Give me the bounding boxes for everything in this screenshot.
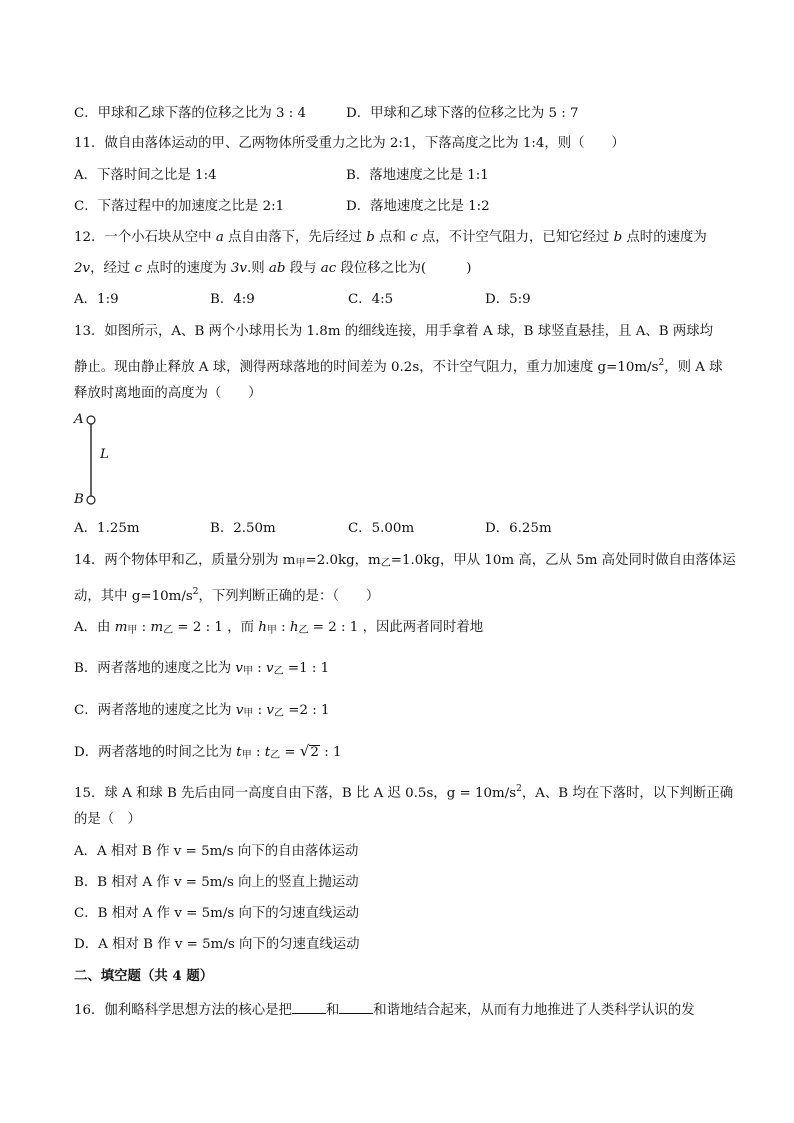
pendulum-figure [74, 410, 134, 510]
q15-stem-line1: 15．球 A 和球 B 先后由同一高度自由下落，B 比 A 迟 0.5s，$g = 10m/s^2$，A、B 均在下落时，以下判断正确 [74, 784, 734, 801]
q11-option-c: C．下落过程中的加速度之比是 2:1 [74, 199, 285, 214]
label-a: A [74, 412, 84, 427]
ball-a [87, 416, 95, 424]
sqrt-symbol: √ [299, 742, 310, 760]
q12-option-a: A．1:9 [74, 292, 119, 307]
answer-blank-1[interactable] [292, 999, 326, 1014]
q16-stem: 16．伽利略科学思想方法的核心是把 和 和谐地结合起来，从而有力地推进了人类科学认识的发 [74, 999, 695, 1020]
q11-option-b: B．落地速度之比是 1:1 [346, 168, 489, 183]
q10-option-c: C．甲球和乙球下落的位移之比为 3 : 4 [74, 106, 307, 121]
q13-option-b: B．2.50m [210, 521, 276, 536]
q10-option-d: D．甲球和乙球下落的位移之比为 5 : 7 [346, 106, 579, 121]
q13-stem-line2: 静止。现由静止释放 A 球，测得两球落地的时间差为 0.2s，不计空气阻力，重力加速度 $g=10m/s^2$，则 A 球 [74, 358, 723, 375]
section-heading: 二、填空题（共 4 题） [74, 968, 214, 984]
q14-option-b: B．两者落地的速度之比为 $v_甲$ : $v_乙 =1$ : 1 [74, 661, 330, 677]
q13-option-c: C．5.00m [348, 521, 415, 536]
q15-option-a: A．A 相对 B 作 v = 5m/s 向下的自由落体运动 [74, 844, 359, 859]
q12-option-c: C．4:5 [348, 292, 394, 307]
q11-option-a: A．下落时间之比是 1:4 [74, 168, 217, 183]
q12-stem-line1: 12．一个小石块从空中 a 点自由落下，先后经过 b 点和 c 点，不计空气阻力，已知它经过 b 点时的速度为 [74, 230, 707, 245]
q13-stem-line1: 13．如图所示，A、B 两个小球用长为 1.8m 的细线连接，用手拿着 A 球，B 球竖直悬挂，且 A、B 两球均 [74, 324, 714, 339]
ball-b [87, 496, 95, 504]
q12-option-d: D．5:9 [485, 292, 531, 307]
q13-stem-line3: 释放时离地面的高度为（ ） [74, 386, 262, 401]
q15-option-c: C．B 相对 A 作 v = 5m/s 向下的匀速直线运动 [74, 906, 360, 921]
q15-stem-line2: 的是（ ） [74, 812, 141, 827]
q13-option-d: D．6.25m [485, 521, 552, 536]
q12-stem-line2: 2v，经过 c 点时的速度为 3v.则 ab 段与 ac 段位移之比为( ) [74, 261, 472, 276]
q11-option-d: D．落地速度之比是 1:2 [346, 199, 490, 214]
q14-option-c: C．两者落地的速度之比为 $v_甲$ : $v_乙 =2$ : 1 [74, 703, 330, 719]
label-b: B [74, 492, 84, 507]
q15-option-d: D．A 相对 B 作 v = 5m/s 向下的匀速直线运动 [74, 937, 360, 952]
q14-stem-line2: 动，其中 $g=10m/s^2$，下列判断正确的是：（ ） [74, 587, 380, 604]
q14-stem-line1: 14．两个物体甲和乙，质量分别为 $m_甲=2.0kg$，$m_乙=1.0kg$，甲从 10m 高，乙从 5m 高处同时做自由落体运 [74, 553, 736, 569]
q14-option-d: D．两者落地的时间之比为 $t_甲$ : $t_乙 = √2$ : 1 [74, 742, 342, 761]
q13-option-a: A．1.25m [74, 521, 140, 536]
q14-option-a: A．由 $m_甲$ : $m_乙 = 2$ : 1 ，而 $h_甲$ : $h_乙 = 2$ : 1 ，因此两者同时着地 [74, 620, 484, 636]
answer-blank-2[interactable] [339, 999, 373, 1014]
q11-stem: 11．做自由落体运动的甲、乙两物体所受重力之比为 2:1，下落高度之比为 1:4，则（ ） [74, 136, 625, 151]
label-l: L [100, 447, 109, 462]
q12-option-b: B．4:9 [210, 292, 255, 307]
q15-option-b: B．B 相对 A 作 v = 5m/s 向上的竖直上抛运动 [74, 875, 359, 890]
